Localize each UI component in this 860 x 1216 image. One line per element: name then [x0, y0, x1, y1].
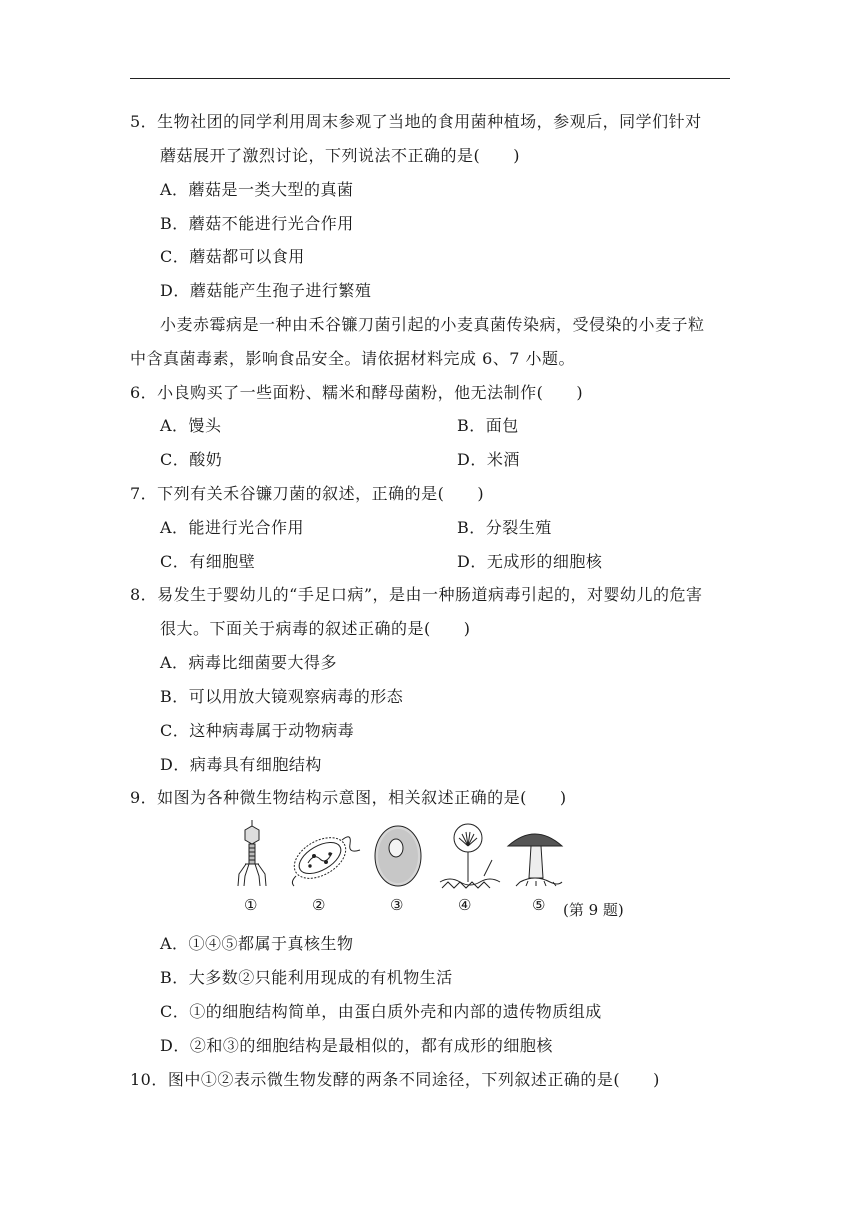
- q8-option-a: A．病毒比细菌要大得多: [160, 653, 338, 672]
- q5-option-a: A．蘑菇是一类大型的真菌: [160, 180, 354, 199]
- bacteriophage-drawing: [238, 820, 266, 886]
- q7-option-b: B．分裂生殖: [457, 518, 552, 537]
- q8-stem-line1: 8．易发生于婴幼儿的“手足口病”，是由一种肠道病毒引起的，对婴幼儿的危害: [130, 585, 703, 604]
- q7-option-c: C．有细胞壁: [160, 552, 256, 571]
- q8-option-d: D．病毒具有细胞结构: [160, 755, 322, 774]
- q8-option-b: B．可以用放大镜观察病毒的形态: [160, 687, 404, 706]
- figure-label-4: ④: [458, 896, 472, 914]
- q9-option-c: C．①的细胞结构简单，由蛋白质外壳和内部的遗传物质组成: [160, 1002, 602, 1021]
- q5-option-b: B．蘑菇不能进行光合作用: [160, 214, 354, 233]
- q5-stem-line2: 蘑菇展开了激烈讨论，下列说法不正确的是( ): [160, 146, 520, 165]
- yeast-drawing: [375, 826, 421, 886]
- mold-drawing: [440, 824, 500, 888]
- figure-label-5: ⑤: [532, 896, 546, 914]
- material-line2: 中含真菌毒素，影响食品安全。请依据材料完成 6、7 小题。: [130, 349, 576, 368]
- q10-stem: 10．图中①②表示微生物发酵的两条不同途径，下列叙述正确的是( ): [130, 1070, 660, 1089]
- q9-option-b: B．大多数②只能利用现成的有机物生活: [160, 968, 453, 987]
- q9-option-a: A．①④⑤都属于真核生物: [160, 934, 354, 953]
- q5-stem-line1: 5．生物社团的同学利用周末参观了当地的食用菌种植场，参观后，同学们针对: [130, 112, 702, 131]
- q6-stem: 6．小良购买了一些面粉、糯米和酵母菌粉，他无法制作( ): [130, 383, 584, 402]
- figure-caption: (第 9 题): [563, 901, 624, 919]
- q6-option-d: D．米酒: [457, 450, 520, 469]
- q8-stem-line2: 很大。下面关于病毒的叙述正确的是( ): [160, 619, 471, 638]
- q7-option-a: A．能进行光合作用: [160, 518, 305, 537]
- q5-option-d: D．蘑菇能产生孢子进行繁殖: [160, 281, 372, 300]
- figure-label-1: ①: [244, 896, 258, 914]
- figure-label-3: ③: [390, 896, 404, 914]
- microorganism-figure: [230, 816, 650, 919]
- q6-option-a: A．馒头: [160, 416, 222, 435]
- figure-label-2: ②: [312, 896, 326, 914]
- q7-option-d: D．无成形的细胞核: [457, 552, 603, 571]
- q8-option-c: C．这种病毒属于动物病毒: [160, 721, 355, 740]
- q6-option-b: B．面包: [457, 416, 519, 435]
- mushroom-drawing: [508, 834, 562, 886]
- q6-option-c: C．酸奶: [160, 450, 223, 469]
- q5-option-c: C．蘑菇都可以食用: [160, 247, 305, 266]
- bacterium-drawing: [287, 829, 360, 886]
- q9-option-d: D．②和③的细胞结构是最相似的，都有成形的细胞核: [160, 1036, 553, 1055]
- q9-stem: 9．如图为各种微生物结构示意图，相关叙述正确的是( ): [130, 788, 567, 807]
- q7-stem: 7．下列有关禾谷镰刀菌的叙述，正确的是( ): [130, 484, 485, 503]
- material-line1: 小麦赤霉病是一种由禾谷镰刀菌引起的小麦真菌传染病，受侵染的小麦子粒: [160, 315, 705, 334]
- header-rule: [130, 78, 730, 79]
